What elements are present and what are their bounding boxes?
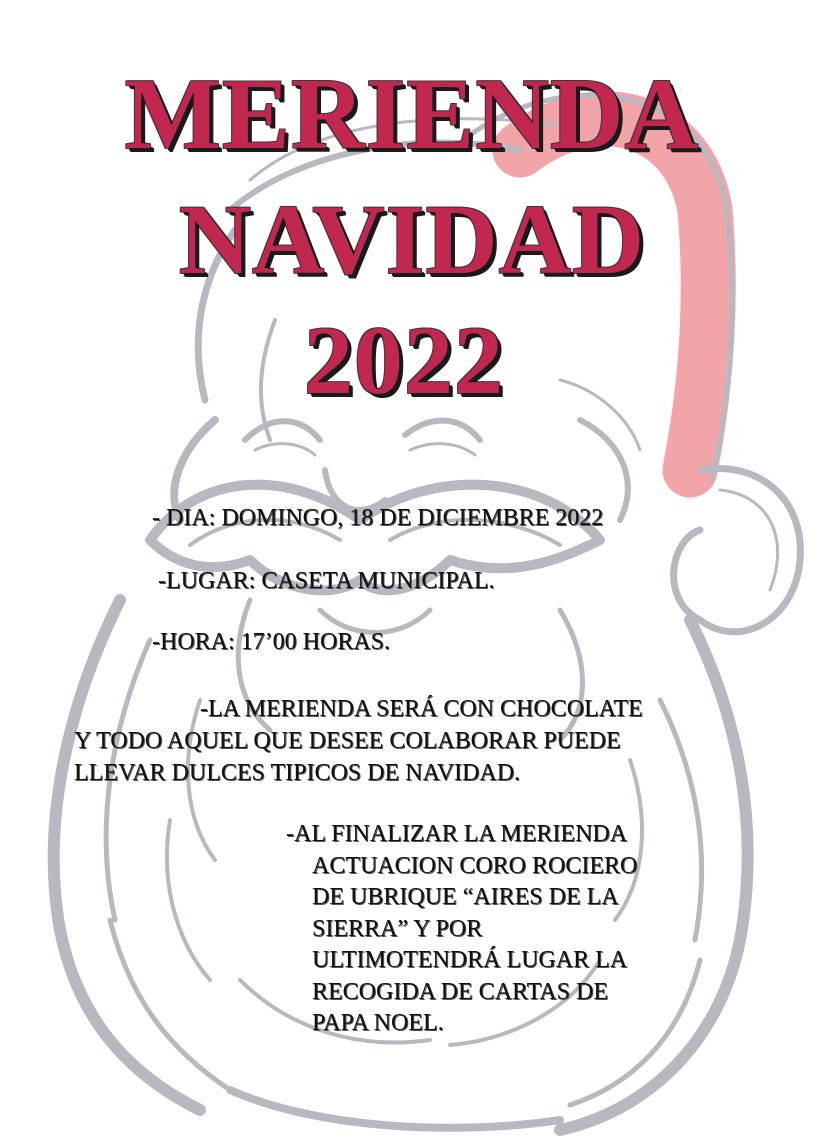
final-line: PAPA NOEL. bbox=[312, 1010, 444, 1036]
final-line: ACTUACION CORO ROCIERO bbox=[312, 852, 638, 879]
beard-bottom bbox=[230, 1090, 560, 1128]
title-year: 2022 bbox=[304, 307, 504, 415]
detail-hora: -HORA: 17’00 HORAS. bbox=[152, 629, 391, 655]
title-merienda: MERIENDA bbox=[124, 58, 700, 171]
merienda-line: Y TODO AQUEL QUE DESEE COLABORAR PUEDE bbox=[74, 728, 621, 754]
final-line: ULTIMOTENDRÁ LUGAR LA bbox=[312, 947, 628, 973]
title-navidad: NAVIDAD bbox=[178, 184, 646, 295]
left-eye bbox=[245, 421, 320, 440]
beard-left bbox=[54, 600, 200, 1110]
final-paragraph bbox=[286, 819, 637, 1040]
detail-dia: - DIA: DOMINGO, 18 DE DICIEMBRE 2022 bbox=[152, 505, 604, 531]
merienda-line: LLEVAR DULCES TIPICOS DE NAVIDAD. bbox=[74, 760, 521, 786]
merienda-paragraph bbox=[74, 693, 724, 789]
final-line: SIERRA” Y POR bbox=[312, 915, 483, 942]
merienda-line: -LA MERIENDA SERÁ CON CHOCOLATE bbox=[200, 696, 643, 722]
final-line: DE UBRIQUE “AIRES DE LA bbox=[312, 884, 619, 910]
final-line: RECOGIDA DE CARTAS DE bbox=[312, 978, 608, 1005]
detail-lugar: -LUGAR: CASETA MUNICIPAL. bbox=[158, 568, 495, 594]
right-eye bbox=[405, 421, 480, 440]
final-line: -AL FINALIZAR LA MERIENDA bbox=[286, 821, 628, 847]
